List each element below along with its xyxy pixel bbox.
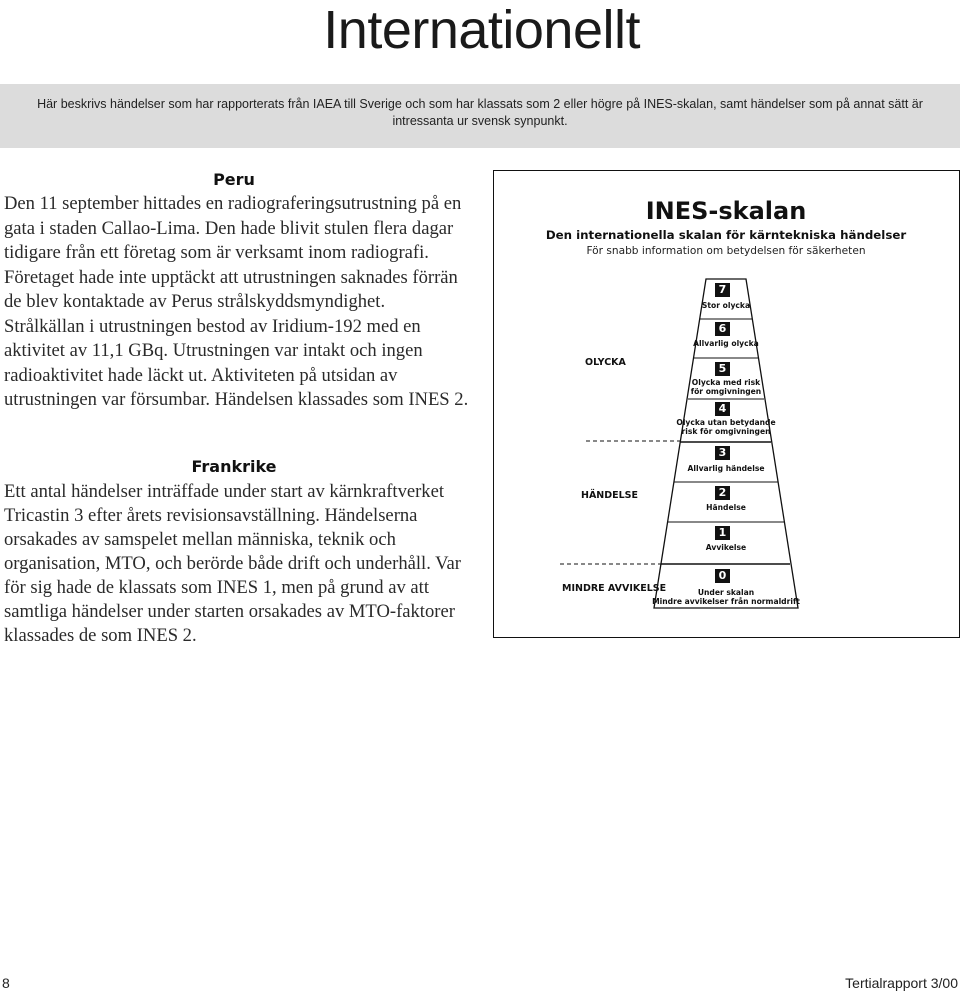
level-7-number: 7 — [715, 283, 730, 297]
level-4-label: Olycka utan betydande risk för omgivningen — [676, 418, 776, 436]
level-5-number: 5 — [715, 362, 730, 376]
level-5-label: Olycka med risk för omgivningen — [690, 378, 762, 396]
intro-text: Här beskrivs händelser som har rapporterats från IAEA till Sverige och som har klassats som 2 eller högre på INES-skalan, samt händelser som på annat sätt är intressanta ur svensk synpunkt. — [37, 97, 923, 128]
ines-title: INES-skalan — [645, 197, 807, 225]
level-0-label: Under skalan Mindre avvikelser från normaldrift — [652, 588, 800, 606]
peru-heading: Peru — [213, 170, 255, 189]
page-number: 8 — [2, 975, 10, 991]
level-3-label: Allvarlig händelse — [687, 464, 765, 473]
frankrike-body: Ett antal händelser inträffade under start av kärnkraftverket Tricastin 3 efter årets revisionsavställning. Händelserna orsakades av samspelet mellan människa, teknik och organisation, MTO, och berörde både drift och underhåll. Var för sig hade de klassats som INES 1, men på grund av att samtliga händelser under starten orsakades av MTO-faktorer klassades de som INES 2. — [4, 481, 461, 646]
level-6-number: 6 — [715, 322, 730, 336]
level-4-number: 4 — [715, 402, 730, 416]
level-6-label: Allvarlig olycka — [693, 339, 759, 348]
side-label-mindre-avvikelse: MINDRE AVVIKELSE — [562, 583, 667, 594]
intro-box — [0, 84, 960, 148]
level-0-number: 0 — [715, 569, 730, 583]
level-1-label: Avvikelse — [705, 543, 747, 552]
level-3-number: 3 — [715, 446, 730, 460]
page-title: Internationellt — [323, 0, 640, 60]
ines-subtitle-2: För snabb information om betydelsen för säkerheten — [586, 245, 866, 257]
publication-name: Tertialrapport 3/00 — [845, 975, 958, 991]
ines-subtitle: Den internationella skalan för kärntekniska händelser — [545, 228, 907, 242]
level-2-number: 2 — [715, 486, 730, 500]
side-label-olycka: OLYCKA — [585, 357, 626, 368]
peru-body: Den 11 september hittades en radiograferingsutrustning på en gata i staden Callao-Lima. Den hade blivit stulen flera dagar tidigare från ett företag som är verksamt inom radiografi. Företaget hade inte upptäckt att utrustningen saknades förrän de blev kontaktade av Perus strålskyddsmyndighet. Strålkällan i utrustningen bestod av Iridium-192 med en aktivitet av 11,1 GBq. Utrustningen var intakt och ingen radioaktivitet hade läckt ut. Aktiviteten på utsidan av utrustningen var försumbar. Händelsen klassades som INES 2. — [4, 193, 469, 410]
level-2-label: Händelse — [706, 503, 746, 512]
frankrike-heading: Frankrike — [191, 457, 277, 476]
level-7-label: Stor olycka — [701, 301, 751, 310]
side-label-handelse: HÄNDELSE — [581, 490, 639, 501]
ines-scale-figure — [493, 170, 960, 638]
level-1-number: 1 — [715, 526, 730, 540]
